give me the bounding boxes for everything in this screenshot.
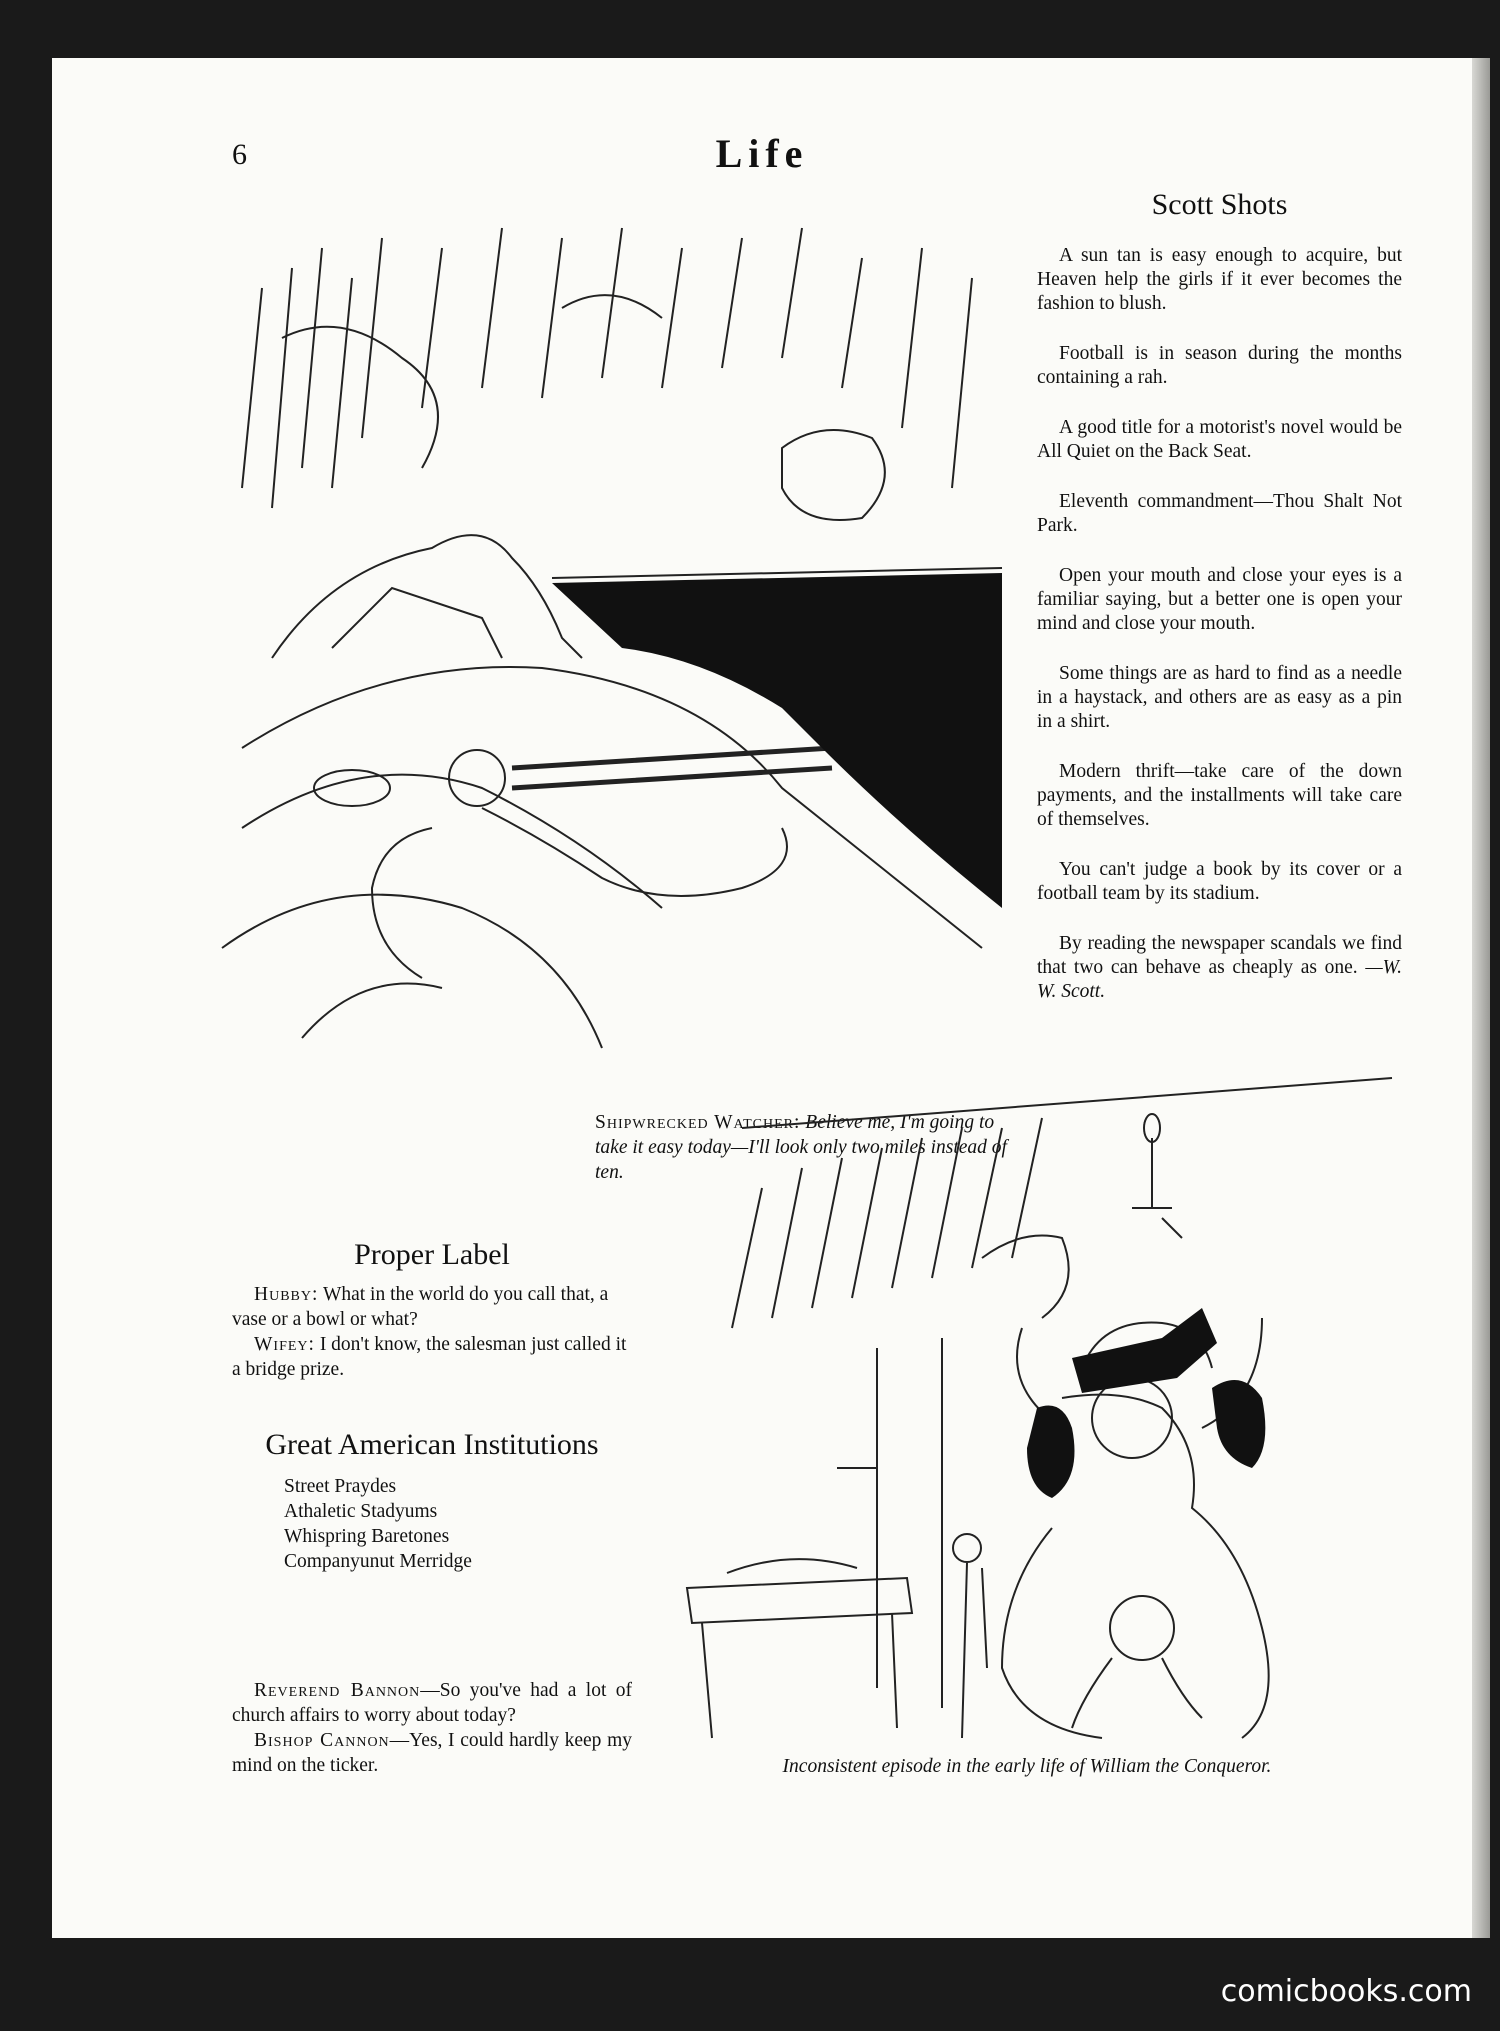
shipwrecked-illustration [182,188,1022,1108]
institutions-title: Great American Institutions [265,1428,599,1461]
dialogue-line [232,1728,632,1778]
page-number: 6 [232,138,247,171]
list-item: Companyunut Merridge [284,1551,472,1572]
scott-shot-item: You can't judge a book by its cover or a football team by its stadium. [1037,859,1402,904]
william-caption: Inconsistent episode in the early life of William the Conqueror. [782,1756,1272,1777]
list-item: Athaletic Stadyums [284,1501,438,1522]
caption-speaker: Shipwrecked Watcher: [595,1112,801,1133]
william-illustration [642,1068,1422,1748]
scott-shot-item: Eleventh commandment—Thou Shalt Not Park. [1037,491,1402,536]
dialogue-text: —Yes, I could hardly keep my mind on the ticker. [232,1730,632,1776]
proper-label-title: Proper Label [354,1238,510,1271]
magazine-page [52,58,1472,1938]
dialogue-text: I don't know, the salesman just called it a bridge prize. [232,1334,627,1380]
author-signature: —W. W. Scott. [1037,957,1403,1002]
dialogue-line [232,1678,632,1728]
dialogue-text: What in the world do you call that, a vase or a bowl or what? [232,1284,609,1330]
scott-shot-item: A good title for a motorist's novel would be All Quiet on the Back Seat. [1037,417,1402,462]
speaker-name: Wifey: [254,1334,315,1355]
masthead: Life [715,131,809,176]
binding-spine [1472,58,1490,1938]
scott-shot-item: Open your mouth and close your eyes is a familiar saying, but a better one is open your mind and close your mouth. [1037,565,1402,634]
scott-shot-item [1037,932,1402,1004]
caption-text: Believe me, I'm going to take it easy today—I'll look only two miles instead of ten. [595,1112,1007,1183]
institutions-list [232,1474,632,1574]
scott-shot-item: A sun tan is easy enough to acquire, but Heaven help the girls if it ever becomes the fashion to blush. [1037,245,1402,314]
speaker-name: Reverend Bannon [254,1680,421,1701]
speaker-name: Hubby: [254,1284,319,1305]
scott-shot-item: Modern thrift—take care of the down payments, and the installments will take care of themselves. [1037,761,1402,830]
william-cartoon [642,1068,1422,1748]
proper-label-section [232,1238,632,1382]
dialogue-text: —So you've had a lot of church affairs to worry about today? [232,1680,633,1726]
list-item: Street Praydes [284,1476,397,1497]
scott-shot-text: By reading the newspaper scandals we find that two can behave as cheaply as one. [1037,933,1402,978]
speaker-name: Bishop Cannon [254,1730,390,1751]
scott-shot-item: Some things are as hard to find as a needle in a haystack, and others are as easy as a pin in a shirt. [1037,663,1402,732]
bannon-section [232,1678,632,1778]
scott-shots-title: Scott Shots [1151,188,1288,221]
scott-shots-column [1037,188,1402,1004]
shipwrecked-cartoon [182,188,1022,1108]
watermark: comicbooks.com [1220,1974,1472,2009]
list-item: Whispring Baretones [284,1526,450,1547]
dialogue-line [232,1332,632,1382]
scott-shot-item: Football is in season during the months containing a rah. [1037,343,1402,388]
institutions-section [232,1428,632,1574]
dialogue-line [232,1282,632,1332]
